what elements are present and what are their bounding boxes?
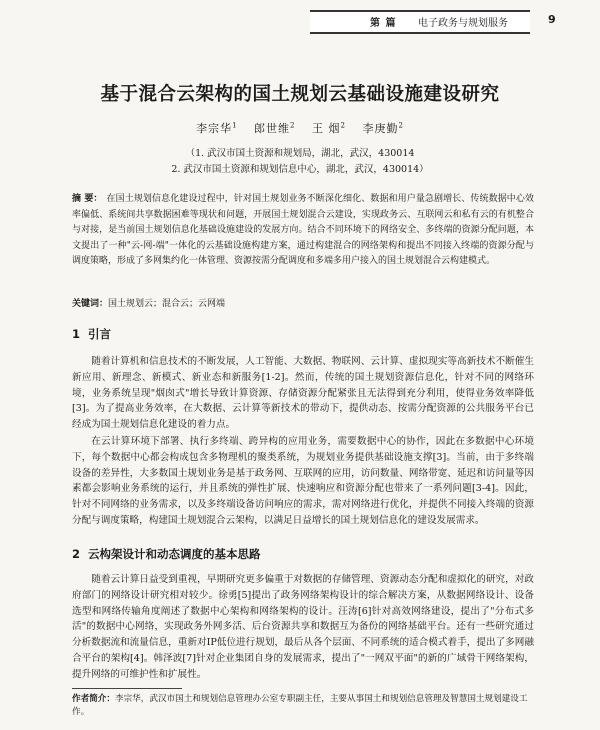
footnote-label: 作者简介： <box>72 694 115 704</box>
section-number: 2 <box>72 547 81 561</box>
abstract-label: 摘 要： <box>72 194 103 204</box>
paper-title: 基于混合云架构的国土规划云基础设施建设研究 <box>100 84 500 105</box>
section-number: 1 <box>72 327 81 341</box>
affiliation-2: 2. 武汉市国土资源和规划信息中心，湖北，武汉，430014） <box>171 164 429 175</box>
paragraph: 在云计算环境下部署、执行多终端、跨异构的应用业务，需要数据中心的协作，因此在多数据中心环境下，每个数据中心都会构成包含多物理机的聚类系统，为规划业务提供基础设施支撑[3]。当前，由于多终端设备的差异性，大多数国土规划业务是基于政务网、互联网的应用，访问数量、网络带宽、延迟和访问量等因素都会影响业务系统的运行，并且系统的弹性扩展、快速响应和资源分配也带来了一系列问题[3-4]。因此，针对不同网络的业务需求，以及多终端设备访问响应的需求，需对网络进行优化，并提供不同接入终端的资源分配与调度策略，构建国土规划混合云架构，以满足日益增长的国土规划信息化的建设发展需求。 <box>72 436 534 526</box>
header-chapter: 电子政务与规划服务 <box>418 18 508 29</box>
running-header <box>0 10 600 32</box>
footnote-rule <box>72 688 182 689</box>
keywords-label: 关键词： <box>72 299 109 309</box>
section-title: 引言 <box>88 327 112 341</box>
header-section: 第 篇 <box>370 18 397 29</box>
abstract <box>72 192 534 270</box>
author-name: 王 烟 <box>312 122 341 135</box>
affiliation-1: （1. 武汉市国土资源和规划局，湖北，武汉，430014 <box>185 148 415 159</box>
keywords-text: 国土规划云；混合云；云网端 <box>108 299 226 309</box>
author-affiliation-mark: 1 <box>232 121 238 130</box>
paragraph: 随着云计算日益受到重视，早期研究更多偏重于对数据的存储管理、资源动态分配和虚拟化的研究，对政府部门的网络设计研究相对较少。徐勇[5]提出了政务网络架构设计的综合解决方案，从数据网络设计、设备选型和网络传输角度阐述了数据中心架构和网络架构的设计。汪涛[6]针对高效网络建设，提出了"分布式多活"的数据中心网络，实现政务外网多活、后台资源共享和数据互为备份的网络基础平台。还有一些研究通过分析数据流和流量信息，重新对IP低位进行规划，最后从各个层面、不同系统的适合模式着手，提出了多网融合平台的架构[4]。韩泽波[7]针对企业集团自身的发展需求，提出了"一网双平面"的新的广域骨干网络架构，提升网络的可维护性和扩展性。 <box>72 574 534 680</box>
author <box>362 122 403 135</box>
section-title: 云构架设计和动态调度的基本思路 <box>88 547 261 561</box>
author-name: 李庚勤 <box>362 122 399 135</box>
author <box>254 122 295 135</box>
author-affiliation-mark: 2 <box>290 121 296 130</box>
author-affiliation-mark: 2 <box>398 121 404 130</box>
author <box>196 122 237 135</box>
keywords <box>72 297 534 311</box>
author-footnote <box>72 693 534 719</box>
author-list <box>0 120 600 136</box>
paragraph: 随着计算机和信息技术的不断发展，人工智能、大数据、物联网、云计算、虚拟现实等高新技术不断催生新应用、新理念、新模式、新业态和新服务[1-2]。然而，传统的国土规划资源信息化，针对不同的网络环境，业务系统呈现"烟囱式"增长导致计算资源、存储资源分配紧张且无法得到充分利用，使得业务效率降低[3]。为了提高业务效率，在大数据、云计算等新技术的带动下，提供动态、按需分配资源的公共服务平台已经成为国土规划信息化建设的着力点。 <box>72 356 534 431</box>
abstract-text: 在国土规划信息化建设过程中，针对国土规划业务不断深化细化、数据和用户量急剧增长、传统数据中心效率偏低、系统间共享数据困难等现状和问题，开展国土规划混合云建设，实现政务云、互联网云和私有云的有机整合与对接，是当前国土规划信息化基础设施建设的发展方向。结合不同环境下的网络安全、多终端的资源分配问题，本文提出了一种"云-网-端"一体化的云基础设施构建方案，通过构建混合的网络架构和提出不同接入终端的资源分配与调度策略，形成了多网集约化一体管理、资源按需分配调度和多端多用户接入的国土规划混合云构建模式。 <box>72 194 534 267</box>
author <box>312 122 346 135</box>
section-heading-2 <box>72 546 261 562</box>
author-affiliation-mark: 2 <box>340 121 346 130</box>
section-heading-1 <box>72 326 111 342</box>
footnote-text: 李宗华，武汉市国土和规划信息管理办公室专职副主任，主要从事国土和规划信息管理及智慧国土规划建设工作。 <box>72 694 528 717</box>
author-name: 李宗华 <box>196 122 233 135</box>
page-number: 9 <box>548 13 556 26</box>
author-name: 郎世维 <box>254 122 291 135</box>
